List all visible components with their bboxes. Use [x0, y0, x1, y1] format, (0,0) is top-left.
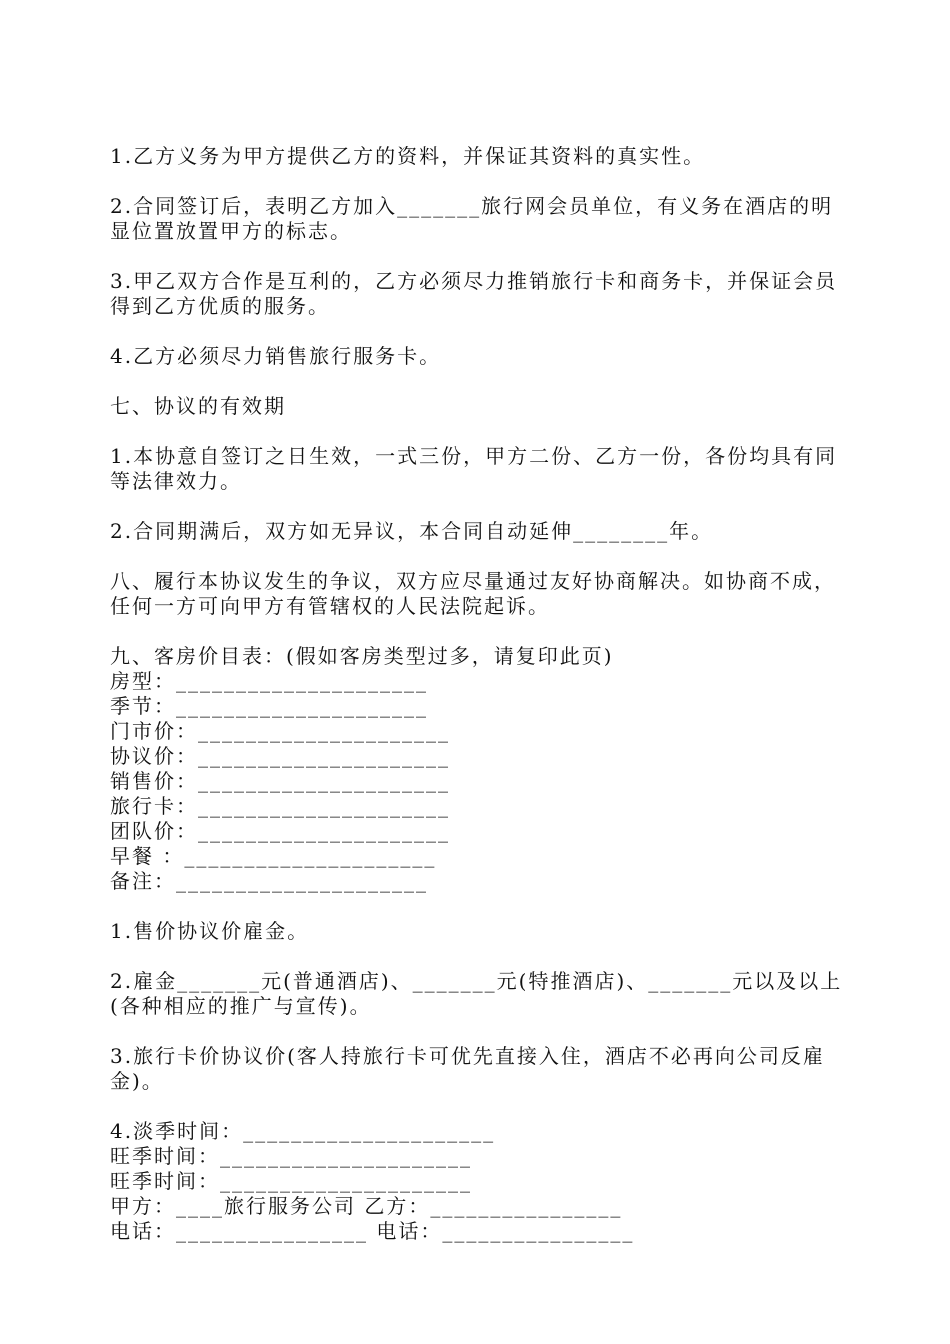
section-9-heading: 九、客房价目表：(假如客房类型过多，请复印此页): [110, 644, 614, 668]
section-8-text: 八、履行本协议发生的争议，双方应尽量通过友好协商解决。如协商不成，任何一方可向甲方有管辖权的人民法院起诉。: [110, 569, 836, 618]
obligation-3: 3.甲乙双方合作是互利的，乙方必须尽力推销旅行卡和商务卡，并保证会员得到乙方优质的服务。: [110, 269, 838, 318]
peak-season-field-1: 旺季时间：_____________________: [110, 1144, 472, 1168]
obligation-1: 1.乙方义务为甲方提供乙方的资料，并保证其资料的真实性。: [110, 144, 706, 168]
field-group-rate: 团队价：_____________________: [110, 819, 450, 843]
field-travel-card: 旅行卡：_____________________: [110, 794, 450, 818]
party-b-field: 乙方：________________: [364, 1194, 623, 1218]
phone-a-field: 电话：________________: [110, 1219, 368, 1243]
party-row: [110, 1194, 855, 1219]
obligation-4: 4.乙方必须尽力销售旅行服务卡。: [110, 344, 442, 368]
field-room-type: 房型：_____________________: [110, 669, 428, 693]
peak-season-field-2: 旺季时间：_____________________: [110, 1169, 472, 1193]
field-breakfast: 早餐 ：_____________________: [110, 844, 437, 868]
document-page: [110, 144, 855, 1244]
phone-b-field: 电话：________________: [376, 1219, 635, 1243]
field-season: 季节：_____________________: [110, 694, 428, 718]
obligation-2: 2.合同签订后，表明乙方加入_______旅行网会员单位，有义务在酒店的明显位置放置甲方的标志。: [110, 194, 834, 243]
section-7-item-1: 1.本协意自签订之日生效，一式三份，甲方二份、乙方一份，各份均具有同等法律效力。: [110, 444, 838, 493]
section-9-item-2: 2.雇金_______元(普通酒店)、_______元(特推酒店)、_______元以及以上(各种相应的推广与宣传)。: [110, 969, 843, 1018]
field-rack-rate: 门市价：_____________________: [110, 719, 450, 743]
phone-row: [110, 1219, 855, 1244]
section-7-item-2: 2.合同期满后，双方如无异议，本合同自动延伸________年。: [110, 519, 714, 543]
section-9-item-1: 1.售价协议价雇金。: [110, 919, 310, 943]
field-sale-price: 销售价：_____________________: [110, 769, 450, 793]
section-7-heading: 七、协议的有效期: [110, 394, 286, 418]
off-season-field: 4.淡季时间：_____________________: [110, 1119, 496, 1143]
section-9-item-3: 3.旅行卡价协议价(客人持旅行卡可优先直接入住，酒店不必再向公司反雇金)。: [110, 1044, 825, 1093]
field-agreed-rate: 协议价：_____________________: [110, 744, 450, 768]
room-price-table: [110, 669, 855, 894]
field-remarks: 备注：_____________________: [110, 869, 428, 893]
party-a-field: 甲方：____旅行服务公司: [110, 1194, 356, 1218]
